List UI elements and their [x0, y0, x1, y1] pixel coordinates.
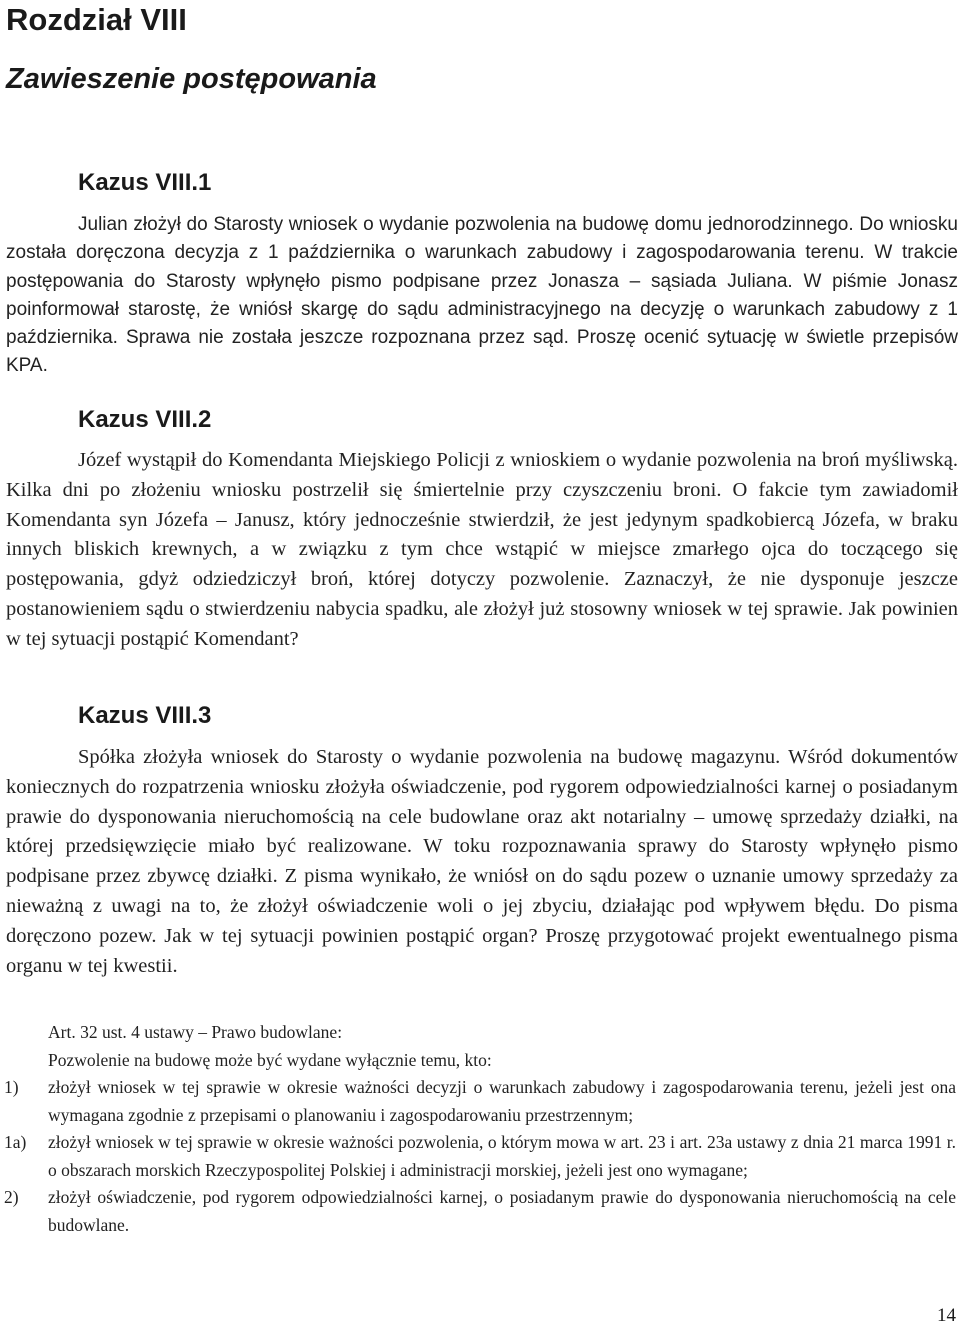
law-item: [0, 1129, 958, 1184]
case-heading-3: Kazus VIII.3: [78, 702, 212, 729]
law-item-number: 1): [4, 1077, 19, 1097]
law-item: [0, 1074, 958, 1129]
case-text-2: Józef wystąpił do Komendanta Miejskiego Policji z wnioskiem o wydanie pozwolenia na broń myśliwską. Kilka dni po złożeniu wniosku postrzelił się śmiertelnie przy czyszczeniu broni. O fakcie tym zawiadomił Komendanta syn Józefa – Janusz, który jednocześnie stwierdził, że jest jedynym spadkobiercą Józefa, w braku innych bliskich krewnych, a w związku z tym chce wstąpić w miejsce zmarłego ojca do toczącego się postępowania, gdyż odziedziczył broń, której dotyczy pozwolenie. Zaznaczył, że nie dysponuje jeszcze postanowieniem sądu o stwierdzeniu nabycia spadku, ale złożył już stosowny wniosek w tej sprawie. Jak powinien w tej sytuacji postąpić Komendant?: [6, 449, 958, 650]
law-item-text: złożył oświadczenie, pod rygorem odpowiedzialności karnej, o posiadanym prawie do dysponowania nieruchomością na cele budowlane.: [48, 1187, 956, 1235]
law-intro: Pozwolenie na budowę może być wydane wyłącznie temu, kto:: [48, 1049, 492, 1070]
law-item: [0, 1184, 958, 1239]
law-item-number: 2): [4, 1187, 19, 1207]
case-text-1: Julian złożył do Starosty wniosek o wydanie pozwolenia na budowę domu jednorodzinnego. Do wniosku została doręczona decyzja z 1 października o warunkach zabudowy i zagospodarowania terenu. W trakcie postępowania do Starosty wpłynęło pismo podpisane przez Jonasza – sąsiada Juliana. W piśmie Jonasz poinformował starostę, że wniósł skargę do sądu administracyjnego na decyzję o warunkach zabudowy z 1 października. Sprawa nie została jeszcze rozpoznana przez sąd. Proszę ocenić sytuację w świetle przepisów KPA.: [6, 214, 958, 377]
case-text-3: Spółka złożyła wniosek do Starosty o wydanie pozwolenia na budowę magazynu. Wśród dokumentów koniecznych do rozpatrzenia wniosku złożyła oświadczenie, pod rygorem odpowiedzialności karnej o posiadanym prawie do dysponowania nieruchomością na cele budowlane oraz akt notarialny – umowę sprzedaży działki, na której przedsięwzięcie miało być realizowane. W toku rozpoznawania sprawy do Starosty wpłynęło pismo podpisane przez zbywcę działki. Z pisma wynikało, że wniósł on do sądu pozew o uznanie umowy sprzedaży za nieważną z uwagi na to, że złożył oświadczenie woli o jej zbyciu, działając pod wpływem błędu. Do pisma doręczono pozew. Jak w tej sytuacji powinien postąpić organ? Proszę przygotować projekt ewentualnego pisma organu w tej kwestii.: [6, 746, 958, 977]
law-item-text: złożył wniosek w tej sprawie w okresie ważności decyzji o warunkach zabudowy i zagospodarowania terenu, jeżeli jest ona wymagana zgodnie z przepisami o planowaniu i zagospodarowaniu przestrzennym;: [48, 1077, 956, 1125]
law-item-text: złożył wniosek w tej sprawie w okresie ważności pozwolenia, o którym mowa w art. 23 i art. 23a ustawy z dnia 21 marca 1991 r. o obszarach morskich Rzeczypospolitej Polskiej i administracji morskiej, jeżeli jest ono wymagane;: [48, 1132, 956, 1180]
page-number: 14: [937, 1305, 956, 1326]
case-heading-1: Kazus VIII.1: [78, 169, 212, 196]
case-heading-2: Kazus VIII.2: [78, 406, 212, 433]
chapter-title: Rozdział VIII: [6, 2, 187, 37]
law-excerpt: [0, 1019, 958, 1239]
chapter-subtitle: Zawieszenie postępowania: [6, 63, 377, 95]
law-item-number: 1a): [4, 1132, 27, 1152]
law-reference: Art. 32 ust. 4 ustawy – Prawo budowlane:: [48, 1022, 343, 1042]
